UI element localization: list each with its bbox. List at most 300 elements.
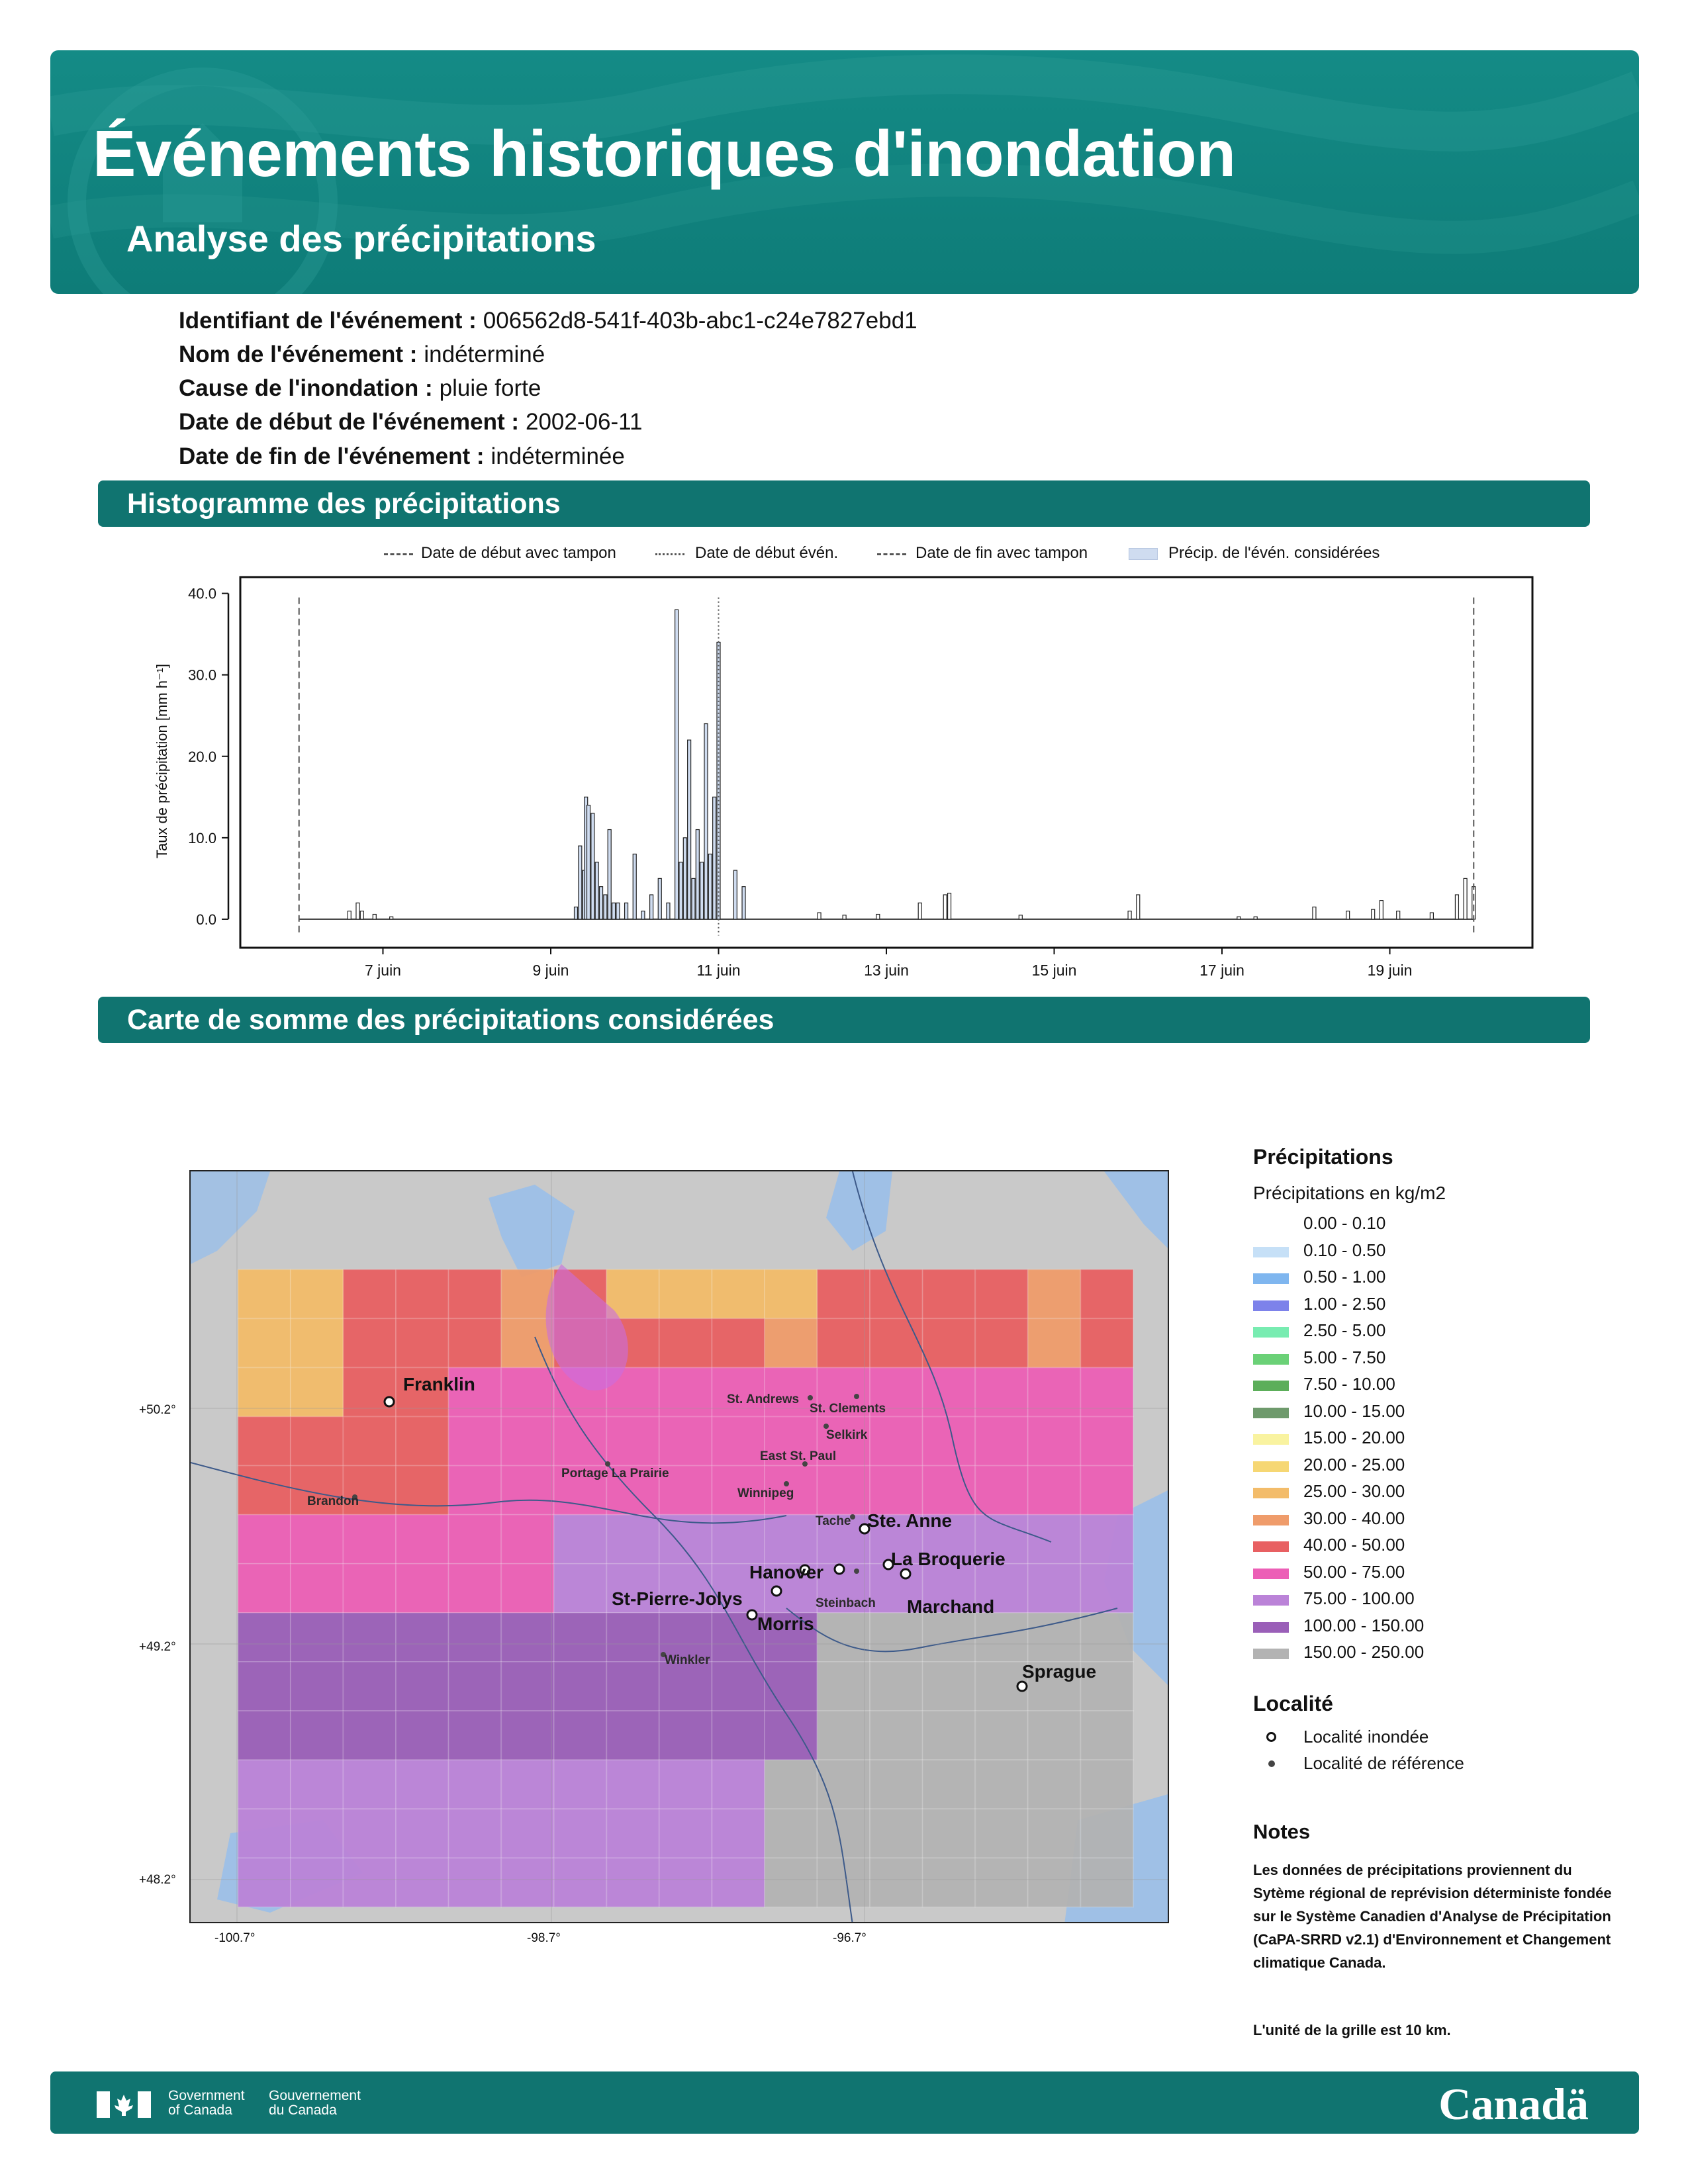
- grid-cell: [344, 1515, 397, 1564]
- grid-cell: [765, 1515, 818, 1564]
- legend-class-row: [1253, 1239, 1624, 1266]
- legend-swatch: [1253, 1569, 1289, 1579]
- histogram-bar: [667, 903, 670, 919]
- grid-cell: [765, 1318, 818, 1367]
- grid-cell: [818, 1711, 870, 1760]
- x-tick-label: 13 juin: [864, 962, 909, 979]
- map-lat-492: +49.2°: [139, 1640, 176, 1654]
- grid-cell: [659, 1318, 712, 1367]
- grid-cell: [396, 1417, 449, 1466]
- grid-cell: [870, 1466, 923, 1515]
- legend-buffer-start: Date de début avec tampon: [421, 544, 616, 562]
- grid-cell: [1028, 1367, 1081, 1416]
- city-st-pierre-jolys: St-Pierre-Jolys: [612, 1588, 743, 1609]
- grid-cell: [291, 1809, 344, 1858]
- legend-swatch: [1253, 1541, 1289, 1552]
- grid-cell: [870, 1858, 923, 1907]
- legend-considered: Précip. de l'évén. considérées: [1168, 544, 1380, 562]
- grid-cell: [765, 1809, 818, 1858]
- grid-cell: [396, 1466, 449, 1515]
- histogram-bar: [696, 830, 699, 919]
- histogram-bar: [918, 903, 921, 919]
- grid-cell: [659, 1417, 712, 1466]
- grid-cell: [501, 1367, 554, 1416]
- grid-cell: [396, 1269, 449, 1318]
- event-cause-row: [179, 375, 541, 402]
- gov-fr-line1: Gouvernement: [269, 2088, 361, 2103]
- grid-cell: [344, 1613, 397, 1662]
- city-marchand: Marchand: [907, 1596, 995, 1617]
- grid-cell: [765, 1662, 818, 1711]
- grid-cell: [975, 1367, 1028, 1416]
- reference-marker: [854, 1394, 859, 1399]
- grid-cell: [238, 1466, 291, 1515]
- grid-cell: [1080, 1367, 1133, 1416]
- plot-area: [240, 577, 1532, 948]
- ref-winnipeg: Winnipeg: [737, 1486, 794, 1500]
- ref-portage-la-prairie: Portage La Prairie: [561, 1467, 669, 1480]
- histogram-bar: [604, 895, 607, 919]
- grid-cell: [1028, 1417, 1081, 1466]
- grid-cell: [554, 1613, 607, 1662]
- histogram-bar: [650, 895, 653, 919]
- y-tick-label: 40.0: [188, 585, 216, 602]
- grid-cell: [1028, 1269, 1081, 1318]
- histogram-bar: [679, 862, 682, 919]
- grid-cell: [870, 1662, 923, 1711]
- event-end-value: indéterminée: [491, 443, 625, 469]
- grid-cell: [501, 1318, 554, 1367]
- grid-cell: [923, 1858, 976, 1907]
- grid-cell: [659, 1269, 712, 1318]
- grid-cell: [449, 1417, 502, 1466]
- histogram-bar: [943, 895, 947, 919]
- grid-cell: [449, 1711, 502, 1760]
- grid-cell: [818, 1662, 870, 1711]
- histogram-bar: [692, 878, 695, 919]
- grid-cell: [291, 1269, 344, 1318]
- ref-st-clements: St. Clements: [810, 1402, 886, 1416]
- event-name-label: Nom de l'événement :: [179, 341, 418, 367]
- grid-cell: [238, 1711, 291, 1760]
- legend-class-label: 100.00 - 150.00: [1303, 1615, 1425, 1635]
- legend-class-label: 1.00 - 2.50: [1303, 1293, 1386, 1314]
- histogram-bar: [683, 838, 686, 919]
- grid-cell: [870, 1809, 923, 1858]
- grid-cell: [449, 1858, 502, 1907]
- grid-cell: [396, 1564, 449, 1613]
- legend-swatch: [1253, 1408, 1289, 1418]
- histogram-bar: [713, 797, 716, 919]
- legend-class-label: 15.00 - 20.00: [1303, 1428, 1405, 1447]
- grid-cell: [870, 1318, 923, 1367]
- legend-class-label: 25.00 - 30.00: [1303, 1481, 1405, 1501]
- grid-cell: [975, 1466, 1028, 1515]
- legend-swatch: [1253, 1247, 1289, 1257]
- grid-cell: [238, 1417, 291, 1466]
- legend-class-label: 50.00 - 75.00: [1303, 1561, 1405, 1582]
- grid-cell: [923, 1809, 976, 1858]
- map-canvas: [191, 1171, 1169, 1923]
- histogram-bar: [390, 917, 393, 919]
- grid-cell: [396, 1760, 449, 1809]
- legend-class-label: 20.00 - 25.00: [1303, 1454, 1405, 1475]
- grid-cell: [238, 1809, 291, 1858]
- grid-cell: [923, 1760, 976, 1809]
- grid-cell: [238, 1564, 291, 1613]
- map-lon-987: -98.7°: [527, 1931, 561, 1945]
- grid-cell: [1080, 1269, 1133, 1318]
- ref-east-st-paul: East St. Paul: [760, 1449, 837, 1463]
- grid-cell: [1028, 1318, 1081, 1367]
- grid-cell: [238, 1662, 291, 1711]
- precipitation-histogram: [132, 569, 1556, 993]
- histogram-section-title: Histogramme des précipitations: [127, 488, 561, 520]
- histogram-bar: [600, 887, 603, 919]
- grid-cell: [501, 1809, 554, 1858]
- grid-cell: [501, 1417, 554, 1466]
- grid-cell: [1080, 1466, 1133, 1515]
- histogram-bar: [641, 911, 645, 919]
- grid-cell: [238, 1613, 291, 1662]
- histogram-bar: [688, 740, 691, 919]
- grid-cell: [1080, 1858, 1133, 1907]
- legend-swatch: [1253, 1273, 1289, 1284]
- legend-class-row: [1253, 1373, 1624, 1400]
- grid-cell: [659, 1711, 712, 1760]
- grid-cell: [344, 1564, 397, 1613]
- legend-class-row: [1253, 1561, 1624, 1588]
- grid-cell: [396, 1515, 449, 1564]
- grid-cell: [554, 1809, 607, 1858]
- gov-en-line1: Government: [168, 2088, 245, 2103]
- grid-cell: [870, 1417, 923, 1466]
- grid-cell: [501, 1613, 554, 1662]
- histogram-section-header: [98, 480, 1590, 527]
- grid-cell: [870, 1613, 923, 1662]
- legend-class-row: [1253, 1587, 1624, 1614]
- histogram-bar: [608, 830, 611, 919]
- grid-cell: [1028, 1858, 1081, 1907]
- grid-cell: [712, 1711, 765, 1760]
- city-morris: Morris: [757, 1614, 814, 1634]
- legend-class-row: [1253, 1507, 1624, 1534]
- map-lat-482: +48.2°: [139, 1873, 176, 1887]
- grid-cell: [449, 1318, 502, 1367]
- histogram-bar: [348, 911, 351, 919]
- legend-class-label: 75.00 - 100.00: [1303, 1588, 1415, 1608]
- grid-cell: [818, 1613, 870, 1662]
- event-start-row: [179, 409, 642, 435]
- grid-cell: [501, 1269, 554, 1318]
- city-la-broquerie: La Broquerie: [891, 1549, 1006, 1569]
- grid-cell: [291, 1417, 344, 1466]
- histogram-bar: [658, 878, 661, 919]
- event-name-row: [179, 341, 545, 368]
- grid-cell: [396, 1809, 449, 1858]
- event-end-row: [179, 443, 625, 470]
- histogram-bar: [1430, 913, 1433, 919]
- histogram-bar: [1455, 895, 1458, 919]
- grid-cell: [712, 1858, 765, 1907]
- flooded-marker-icon: [1266, 1732, 1276, 1742]
- histogram-bar: [1137, 895, 1140, 919]
- map-legend: [1253, 1145, 1624, 1779]
- legend-class-label: 10.00 - 15.00: [1303, 1400, 1405, 1421]
- event-id-row: [179, 308, 917, 334]
- grid-cell: [606, 1515, 659, 1564]
- grid-cell: [449, 1515, 502, 1564]
- histogram-bar: [595, 862, 598, 919]
- histogram-bar: [708, 854, 712, 919]
- y-tick-label: 20.0: [188, 748, 216, 765]
- page-title: Événements historiques d'inondation: [93, 117, 1236, 190]
- grid-cell: [449, 1269, 502, 1318]
- grid-cell: [554, 1711, 607, 1760]
- y-axis: [188, 586, 228, 928]
- grid-cell: [344, 1417, 397, 1466]
- legend-flooded-label: Localité inondée: [1303, 1726, 1429, 1747]
- grid-cell: [238, 1269, 291, 1318]
- grid-cell: [449, 1564, 502, 1613]
- grid-cell: [449, 1809, 502, 1858]
- grid-cell: [659, 1858, 712, 1907]
- grid-cell: [818, 1858, 870, 1907]
- histogram-bar: [704, 724, 708, 919]
- legend-swatch: [1253, 1300, 1289, 1311]
- grid-cell: [238, 1318, 291, 1367]
- ref-winkler: Winkler: [665, 1653, 710, 1667]
- grid-cell: [818, 1760, 870, 1809]
- grid-cell: [659, 1367, 712, 1416]
- histogram-bar: [675, 610, 679, 919]
- grid-cell: [554, 1760, 607, 1809]
- grid-cell: [1028, 1466, 1081, 1515]
- grid-cell: [291, 1858, 344, 1907]
- canada-flag-icon: [97, 2091, 151, 2118]
- event-start-label: Date de début de l'événement :: [179, 409, 519, 435]
- grid-cell: [501, 1564, 554, 1613]
- grid-cell: [712, 1318, 765, 1367]
- grid-cell: [344, 1760, 397, 1809]
- grid-cell: [606, 1858, 659, 1907]
- city-hanover: Hanover: [749, 1562, 824, 1582]
- event-cause-value: pluie forte: [439, 375, 541, 401]
- x-tick-label: 11 juin: [696, 962, 741, 979]
- legend-swatch: [1253, 1354, 1289, 1365]
- legend-event-start-line: [655, 553, 684, 555]
- legend-class-row: [1253, 1533, 1624, 1561]
- flooded-marker: [747, 1610, 757, 1619]
- grid-cell: [923, 1613, 976, 1662]
- grid-cell: [291, 1564, 344, 1613]
- grid-cell: [712, 1662, 765, 1711]
- legend-class-label: 150.00 - 250.00: [1303, 1642, 1425, 1662]
- histogram-bar: [616, 903, 620, 919]
- event-id-value: 006562d8-541f-403b-abc1-c24e7827ebd1: [483, 308, 917, 334]
- grid-cell: [606, 1760, 659, 1809]
- grid-cell: [396, 1858, 449, 1907]
- ref-selkirk: Selkirk: [826, 1428, 868, 1442]
- legend-considered-swatch: [1129, 548, 1158, 560]
- grid-cell: [501, 1760, 554, 1809]
- grid-cell: [344, 1269, 397, 1318]
- grid-cell: [238, 1367, 291, 1416]
- grid-cell: [870, 1760, 923, 1809]
- event-name-value: indéterminé: [424, 341, 545, 367]
- grid-cell: [449, 1662, 502, 1711]
- grid-cell: [449, 1760, 502, 1809]
- ref-brandon: Brandon: [307, 1494, 359, 1508]
- grid-cell: [606, 1417, 659, 1466]
- legend-precip-units: Précipitations en kg/m2: [1253, 1183, 1446, 1203]
- grid-cell: [449, 1613, 502, 1662]
- histogram-bar: [1397, 911, 1400, 919]
- histogram-bar: [587, 805, 590, 919]
- city-sprague: Sprague: [1022, 1661, 1097, 1682]
- legend-class-label: 7.50 - 10.00: [1303, 1374, 1395, 1394]
- grid-cell: [1080, 1564, 1133, 1613]
- y-tick-label: 10.0: [188, 829, 216, 846]
- histogram-bar: [1237, 917, 1241, 919]
- grid-cell: [238, 1858, 291, 1907]
- grid-cell: [1080, 1760, 1133, 1809]
- grid-cell: [606, 1809, 659, 1858]
- event-start-value: 2002-06-11: [526, 409, 643, 435]
- histogram-bar: [700, 862, 704, 919]
- legend-precip-classes: [1253, 1212, 1624, 1668]
- legend-class-label: 0.50 - 1.00: [1303, 1267, 1386, 1287]
- legend-reference-row: [1253, 1752, 1624, 1779]
- grid-cell: [1028, 1711, 1081, 1760]
- legend-swatch: [1253, 1649, 1289, 1659]
- ref-st-andrews: St. Andrews: [727, 1392, 800, 1406]
- map-lon-967: -96.7°: [833, 1931, 867, 1945]
- grid-cell: [554, 1515, 607, 1564]
- grid-cell: [765, 1760, 818, 1809]
- map-section-header: [98, 997, 1590, 1043]
- y-tick-label: 30.0: [188, 666, 216, 684]
- reference-marker: [784, 1481, 789, 1486]
- grid-cell: [554, 1564, 607, 1613]
- grid-cell: [712, 1760, 765, 1809]
- legend-class-row: [1253, 1293, 1624, 1320]
- flooded-marker: [385, 1397, 394, 1406]
- legend-swatch: [1253, 1488, 1289, 1498]
- legend-precip-title: Précipitations: [1253, 1145, 1393, 1169]
- reference-marker: [605, 1461, 610, 1467]
- flooded-marker: [772, 1586, 781, 1596]
- legend-reference-label: Localité de référence: [1303, 1753, 1464, 1773]
- grid-cell: [1080, 1417, 1133, 1466]
- histogram-bar: [360, 911, 363, 919]
- grid-cell: [1080, 1515, 1133, 1564]
- city-ste-anne: Ste. Anne: [867, 1510, 953, 1531]
- histogram-bar: [742, 887, 745, 919]
- grid-cell: [923, 1367, 976, 1416]
- grid-cell: [344, 1367, 397, 1416]
- histogram-bar: [733, 870, 737, 919]
- grid-cell: [818, 1809, 870, 1858]
- grid-cell: [344, 1809, 397, 1858]
- legend-class-row: [1253, 1212, 1624, 1239]
- histogram-bar: [876, 915, 880, 919]
- legend-swatch: [1253, 1595, 1289, 1606]
- grid-cell: [501, 1858, 554, 1907]
- grid-cell: [501, 1515, 554, 1564]
- histogram-bar: [818, 913, 821, 919]
- histogram-bar: [1254, 917, 1257, 919]
- map-lat-502: +50.2°: [139, 1403, 176, 1417]
- grid-cell: [1080, 1613, 1133, 1662]
- grid-cell: [1028, 1613, 1081, 1662]
- grid-cell: [765, 1858, 818, 1907]
- legend-class-row: [1253, 1641, 1624, 1668]
- grid-cell: [291, 1613, 344, 1662]
- grid-cell: [291, 1367, 344, 1416]
- grid-cell: [975, 1809, 1028, 1858]
- grid-cell: [818, 1466, 870, 1515]
- histogram-bar: [356, 903, 359, 919]
- x-tick-label: 19 juin: [1367, 962, 1413, 979]
- y-tick-label: 0.0: [196, 911, 216, 928]
- event-end-label: Date de fin de l'événement :: [179, 443, 485, 469]
- x-tick-label: 17 juin: [1199, 962, 1244, 979]
- x-tick-label: 7 juin: [364, 962, 401, 979]
- notes-title: Notes: [1253, 1820, 1311, 1843]
- legend-class-label: 2.50 - 5.00: [1303, 1320, 1386, 1340]
- event-id-label: Identifiant de l'événement :: [179, 308, 477, 334]
- grid-cell: [396, 1318, 449, 1367]
- grid-cell: [818, 1269, 870, 1318]
- grid-cell: [765, 1269, 818, 1318]
- canada-wordmark: Canadä: [1438, 2079, 1589, 2129]
- grid-cell: [291, 1711, 344, 1760]
- legend-swatch: [1253, 1622, 1289, 1633]
- legend-swatch: [1253, 1220, 1289, 1230]
- legend-class-label: 0.10 - 0.50: [1303, 1240, 1386, 1260]
- ref-tache: Tache: [816, 1514, 851, 1528]
- grid-cell: [818, 1318, 870, 1367]
- map-section-title: Carte de somme des précipitations considérées: [127, 1004, 774, 1036]
- legend-class-row: [1253, 1346, 1624, 1373]
- grid-cell: [396, 1662, 449, 1711]
- grid-cell: [712, 1417, 765, 1466]
- grid-cell: [554, 1662, 607, 1711]
- grid-cell: [923, 1662, 976, 1711]
- grid-cell: [291, 1515, 344, 1564]
- grid-cell: [659, 1809, 712, 1858]
- grid-cell: [554, 1858, 607, 1907]
- histogram-bar: [633, 854, 636, 919]
- legend-class-label: 30.00 - 40.00: [1303, 1508, 1405, 1528]
- x-tick-label: 9 juin: [532, 962, 569, 979]
- header-banner: [50, 50, 1639, 294]
- legend-swatch: [1253, 1461, 1289, 1472]
- reference-marker-icon: [1268, 1760, 1275, 1767]
- histogram-bar: [843, 915, 846, 919]
- grid-cell: [396, 1711, 449, 1760]
- grid-cell: [1080, 1809, 1133, 1858]
- precipitation-map: [189, 1170, 1169, 1923]
- grid-cell: [501, 1662, 554, 1711]
- grid-cell: [1080, 1318, 1133, 1367]
- legend-buffer-end: Date de fin avec tampon: [915, 544, 1088, 562]
- grid-cell: [606, 1711, 659, 1760]
- grid-cell: [238, 1515, 291, 1564]
- grid-cell: [1028, 1515, 1081, 1564]
- grid-cell: [923, 1269, 976, 1318]
